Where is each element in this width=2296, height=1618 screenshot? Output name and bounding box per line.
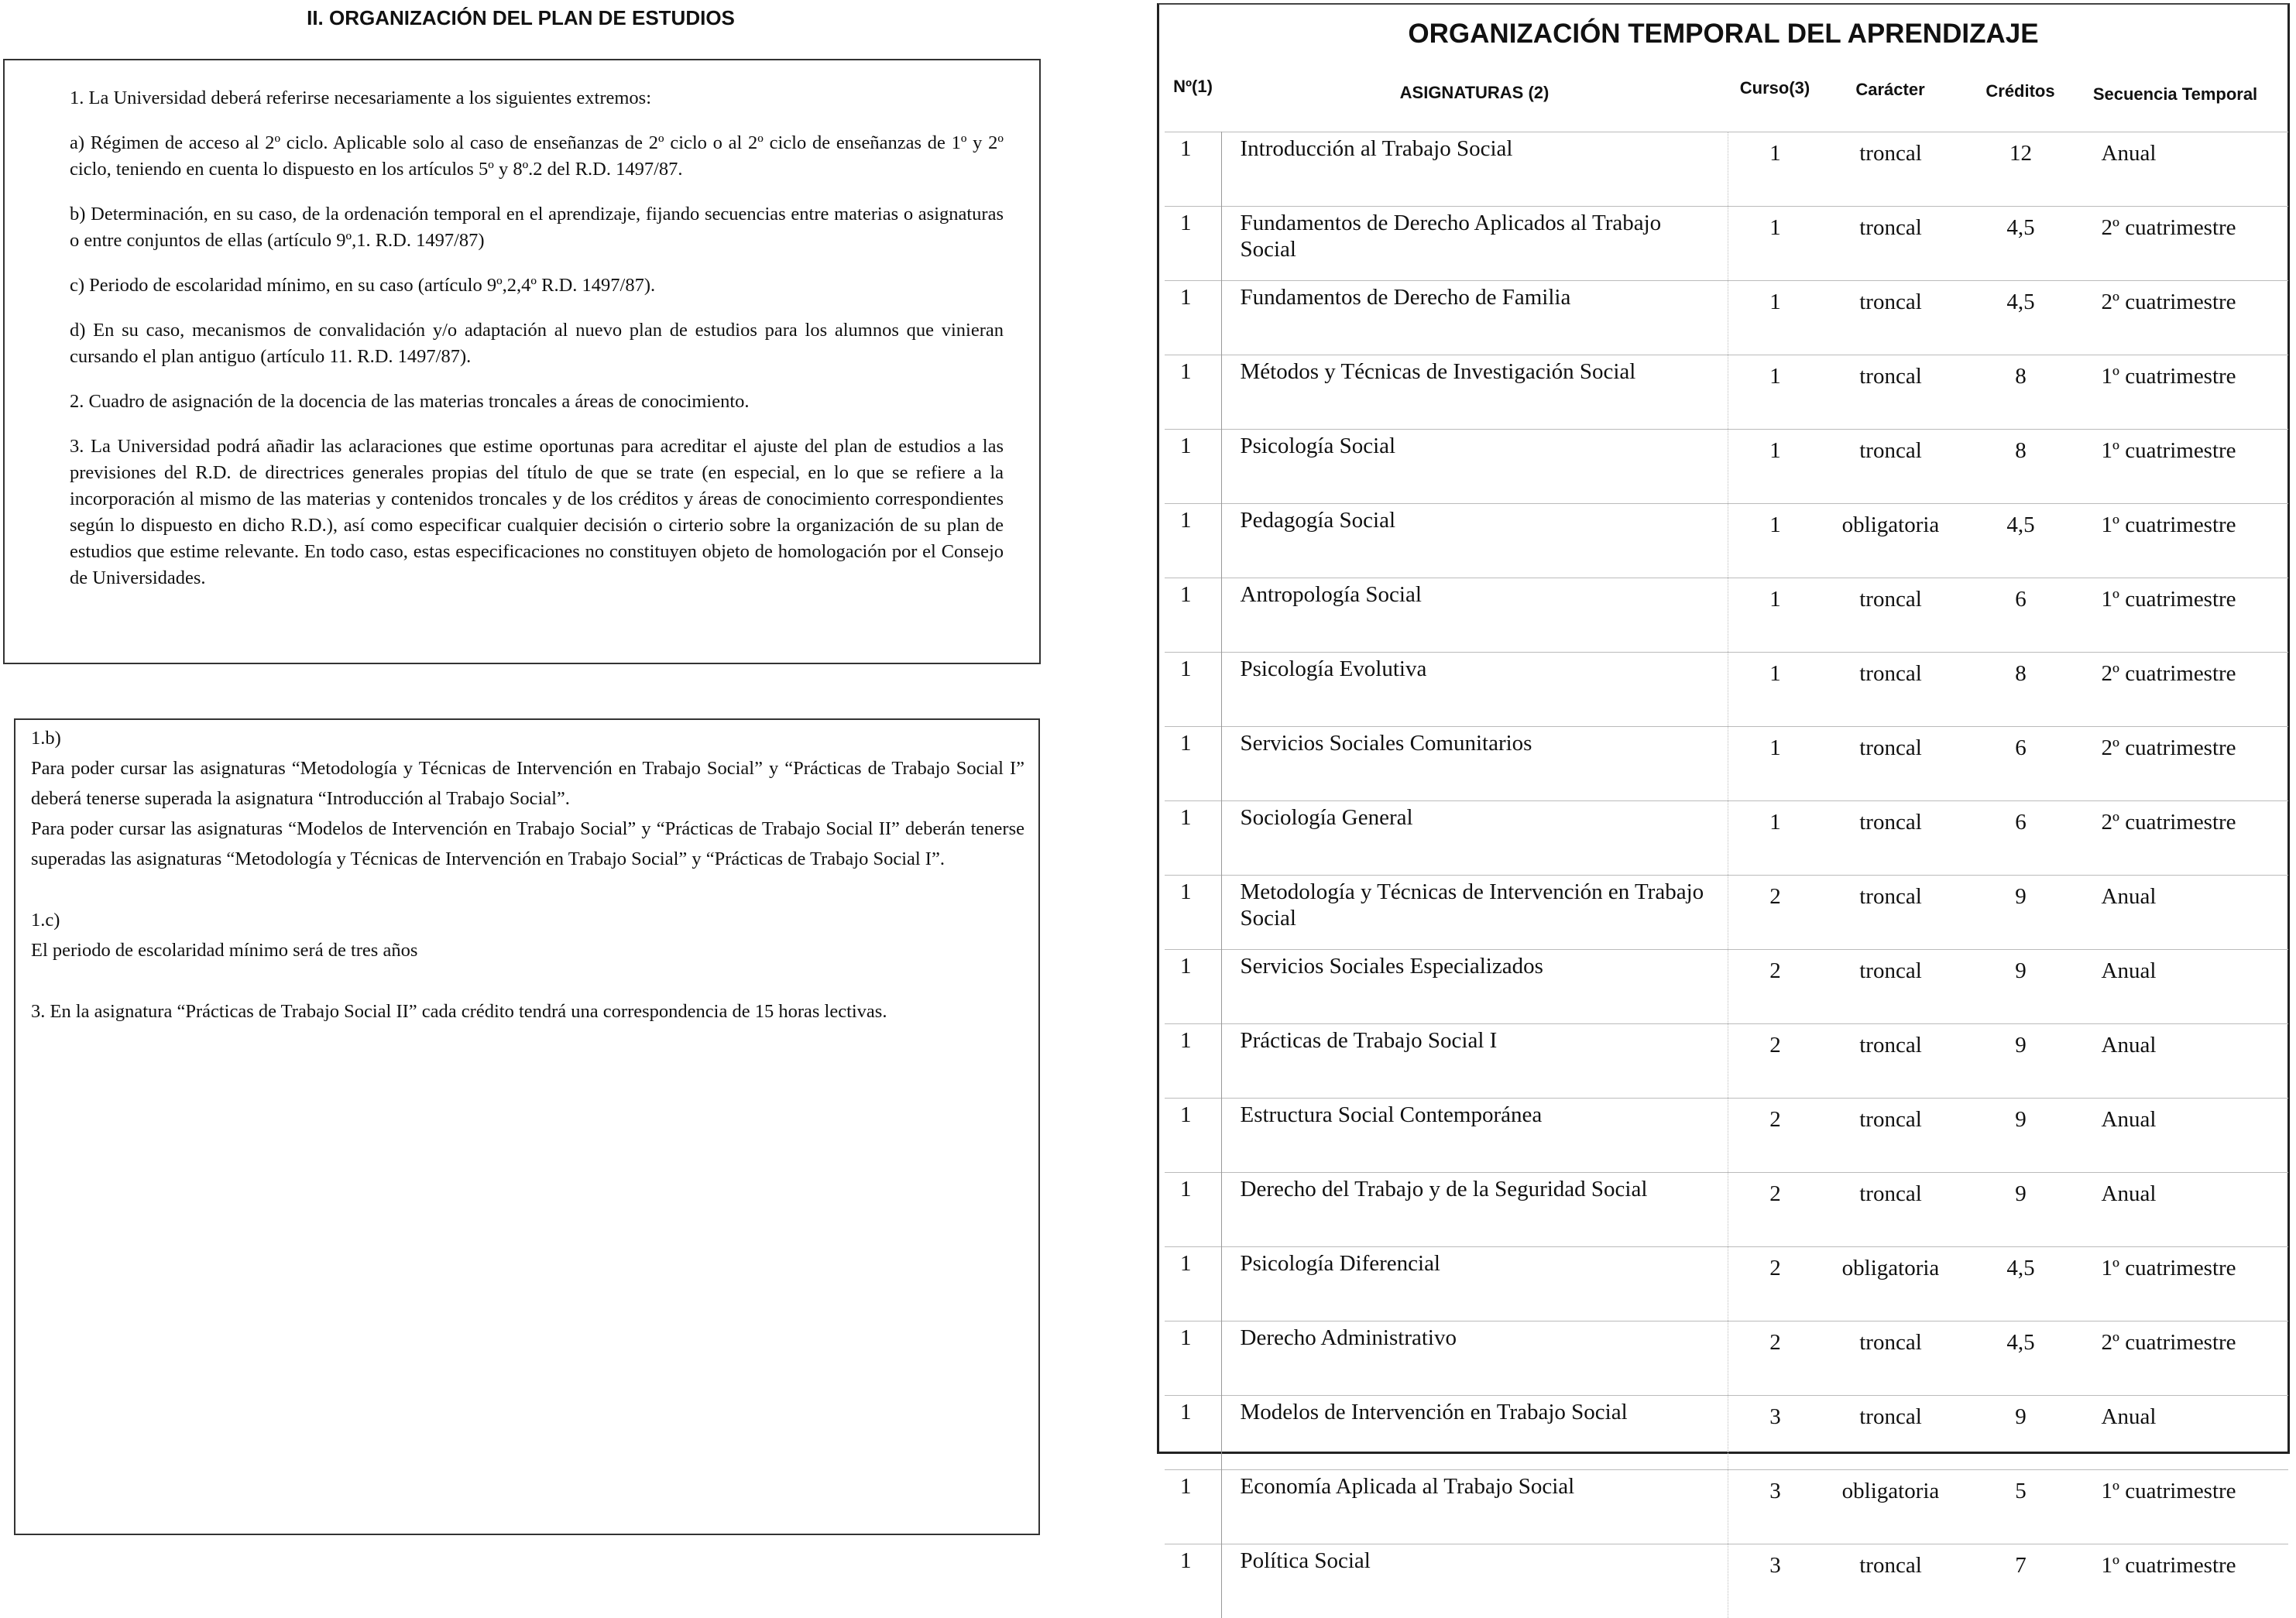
- table-row: [1165, 207, 2288, 281]
- course-type: troncal: [1823, 1099, 1959, 1173]
- header-creditos: Créditos: [1958, 81, 2082, 102]
- section-1b-text-1: Para poder cursar las asignaturas “Metodología y Técnicas de Intervención en Trabajo Social” y “Prácticas de Trabajo Social I” deberá tenerse superada la asignatura “Introducción al Trabajo Social”.: [31, 753, 1024, 814]
- table-row: [1165, 504, 2288, 578]
- table-row: [1165, 876, 2288, 950]
- row-number: 1: [1165, 950, 1221, 1024]
- course-year: 3: [1728, 1470, 1823, 1544]
- header-asignaturas: ASIGNATURAS (2): [1221, 82, 1728, 104]
- course-sequence: Anual: [2083, 1173, 2288, 1247]
- row-number: 1: [1165, 1470, 1221, 1544]
- instruction-b: b) Determinación, en su caso, de la ordenación temporal en el aprendizaje, fijando secuencias entre materias o asignaturas o entre conjuntos de ellas (artículo 9º,1. R.D. 1497/87): [70, 201, 1004, 254]
- course-name: Pedagogía Social: [1221, 504, 1728, 578]
- row-number: 1: [1165, 504, 1221, 578]
- course-name: Derecho Administrativo: [1221, 1321, 1728, 1396]
- course-year: 2: [1728, 1321, 1823, 1396]
- course-year: 2: [1728, 1099, 1823, 1173]
- row-number: 1: [1165, 801, 1221, 876]
- row-number: 1: [1165, 430, 1221, 504]
- course-type: troncal: [1823, 727, 1959, 801]
- course-credits: 5: [1959, 1470, 2083, 1544]
- row-number: 1: [1165, 281, 1221, 355]
- instruction-3: 3. La Universidad podrá añadir las aclaraciones que estime oportunas para acreditar el ajuste del plan de estudios a las previsiones del R.D. de directrices generales propias del título de que se trate (en especial, en lo que se refiere a la incorporación al mismo de las materias y contenidos troncales y de los créditos y áreas de conocimiento correspondientes según lo dispuesto en dicho R.D.), así como especificar cualquier decisión o cirterio sobre la organización de su plan de estudios que estime relevante. En todo caso, estas especificaciones no constituyen objeto de homologación por el Consejo de Universidades.: [70, 434, 1004, 591]
- row-number: 1: [1165, 1321, 1221, 1396]
- course-credits: 8: [1959, 430, 2083, 504]
- course-sequence: 2º cuatrimestre: [2083, 653, 2288, 727]
- table-row: [1165, 355, 2288, 430]
- course-credits: 8: [1959, 355, 2083, 430]
- table-row: [1165, 578, 2288, 653]
- course-credits: 4,5: [1959, 504, 2083, 578]
- course-year: 2: [1728, 1173, 1823, 1247]
- course-name: Servicios Sociales Especializados: [1221, 950, 1728, 1024]
- course-name: Introducción al Trabajo Social: [1221, 132, 1728, 207]
- course-name: Metodología y Técnicas de Intervención en Trabajo Social: [1221, 876, 1728, 950]
- course-year: 1: [1728, 801, 1823, 876]
- course-year: 2: [1728, 950, 1823, 1024]
- table-row: [1165, 1321, 2288, 1396]
- course-type: troncal: [1823, 1173, 1959, 1247]
- row-number: 1: [1165, 578, 1221, 653]
- course-type: troncal: [1823, 876, 1959, 950]
- row-number: 1: [1165, 653, 1221, 727]
- course-sequence: 1º cuatrimestre: [2083, 430, 2288, 504]
- instruction-d: d) En su caso, mecanismos de convalidación y/o adaptación al nuevo plan de estudios para los alumnos que vinieran cursando el plan antiguo (artículo 11. R.D. 1497/87).: [70, 317, 1004, 370]
- course-sequence: 2º cuatrimestre: [2083, 1321, 2288, 1396]
- left-page-title: II. ORGANIZACIÓN DEL PLAN DE ESTUDIOS: [0, 6, 1042, 30]
- course-sequence: Anual: [2083, 1396, 2288, 1470]
- course-sequence: Anual: [2083, 950, 2288, 1024]
- course-sequence: 1º cuatrimestre: [2083, 1247, 2288, 1321]
- course-type: troncal: [1823, 653, 1959, 727]
- course-name: Sociología General: [1221, 801, 1728, 876]
- course-name: Servicios Sociales Comunitarios: [1221, 727, 1728, 801]
- course-year: 1: [1728, 578, 1823, 653]
- row-number: 1: [1165, 1544, 1221, 1618]
- course-type: troncal: [1823, 950, 1959, 1024]
- course-type: troncal: [1823, 281, 1959, 355]
- course-sequence: Anual: [2083, 132, 2288, 207]
- table-row: [1165, 430, 2288, 504]
- course-year: 1: [1728, 653, 1823, 727]
- course-year: 2: [1728, 876, 1823, 950]
- course-credits: 12: [1959, 132, 2083, 207]
- course-year: 3: [1728, 1544, 1823, 1618]
- course-type: troncal: [1823, 578, 1959, 653]
- course-year: 2: [1728, 1024, 1823, 1099]
- course-sequence: 1º cuatrimestre: [2083, 355, 2288, 430]
- course-name: Fundamentos de Derecho Aplicados al Trabajo Social: [1221, 207, 1728, 281]
- instruction-c: c) Periodo de escolaridad mínimo, en su caso (artículo 9º,2,4º R.D. 1497/87).: [70, 273, 1004, 299]
- course-year: 1: [1728, 207, 1823, 281]
- course-type: troncal: [1823, 207, 1959, 281]
- table-row: [1165, 1173, 2288, 1247]
- course-sequence: Anual: [2083, 876, 2288, 950]
- course-credits: 4,5: [1959, 1321, 2083, 1396]
- course-credits: 9: [1959, 876, 2083, 950]
- course-year: 3: [1728, 1396, 1823, 1470]
- course-name: Modelos de Intervención en Trabajo Social: [1221, 1396, 1728, 1470]
- course-credits: 9: [1959, 950, 2083, 1024]
- row-number: 1: [1165, 132, 1221, 207]
- section-3-text: 3. En la asignatura “Prácticas de Trabajo Social II” cada crédito tendrá una correspondencia de 15 horas lectivas.: [31, 996, 1024, 1027]
- course-type: troncal: [1823, 1321, 1959, 1396]
- course-sequence: Anual: [2083, 1024, 2288, 1099]
- courses-table: [1165, 132, 2288, 1618]
- row-number: 1: [1165, 727, 1221, 801]
- course-credits: 8: [1959, 653, 2083, 727]
- table-row: [1165, 801, 2288, 876]
- course-year: 1: [1728, 132, 1823, 207]
- row-number: 1: [1165, 876, 1221, 950]
- course-credits: 9: [1959, 1173, 2083, 1247]
- instruction-2: 2. Cuadro de asignación de la docencia de las materias troncales a áreas de conocimiento.: [70, 389, 1004, 415]
- header-secuencia: Secuencia Temporal: [2082, 84, 2268, 105]
- course-name: Estructura Social Contemporánea: [1221, 1099, 1728, 1173]
- table-row: [1165, 950, 2288, 1024]
- course-credits: 4,5: [1959, 207, 2083, 281]
- section-1b-heading: 1.b): [31, 723, 1024, 753]
- course-name: Psicología Social: [1221, 430, 1728, 504]
- row-number: 1: [1165, 1024, 1221, 1099]
- row-number: 1: [1165, 1396, 1221, 1470]
- course-sequence: 2º cuatrimestre: [2083, 207, 2288, 281]
- section-1c-heading: 1.c): [31, 905, 1024, 935]
- instructions-box: [3, 59, 1041, 664]
- course-sequence: 1º cuatrimestre: [2083, 1470, 2288, 1544]
- course-credits: 6: [1959, 578, 2083, 653]
- course-type: troncal: [1823, 132, 1959, 207]
- course-type: troncal: [1823, 1024, 1959, 1099]
- row-number: 1: [1165, 1099, 1221, 1173]
- course-sequence: Anual: [2083, 1099, 2288, 1173]
- row-number: 1: [1165, 355, 1221, 430]
- course-type: obligatoria: [1823, 1470, 1959, 1544]
- course-name: Antropología Social: [1221, 578, 1728, 653]
- course-credits: 4,5: [1959, 1247, 2083, 1321]
- row-number: 1: [1165, 1173, 1221, 1247]
- course-sequence: 1º cuatrimestre: [2083, 504, 2288, 578]
- table-row: [1165, 281, 2288, 355]
- course-credits: 4,5: [1959, 281, 2083, 355]
- instruction-1: 1. La Universidad deberá referirse necesariamente a los siguientes extremos:: [70, 85, 1004, 111]
- course-name: Psicología Evolutiva: [1221, 653, 1728, 727]
- course-year: 1: [1728, 355, 1823, 430]
- course-year: 1: [1728, 727, 1823, 801]
- course-credits: 9: [1959, 1024, 2083, 1099]
- course-type: obligatoria: [1823, 504, 1959, 578]
- course-name: Psicología Diferencial: [1221, 1247, 1728, 1321]
- table-row: [1165, 132, 2288, 207]
- course-sequence: 2º cuatrimestre: [2083, 727, 2288, 801]
- course-name: Economía Aplicada al Trabajo Social: [1221, 1470, 1728, 1544]
- section-1b-text-2: Para poder cursar las asignaturas “Modelos de Intervención en Trabajo Social” y “Prácticas de Trabajo Social II” deberán tenerse superadas las asignaturas “Metodología y Técnicas de Intervención en Trabajo Social” y “Prácticas de Trabajo Social I”.: [31, 814, 1024, 874]
- course-credits: 6: [1959, 727, 2083, 801]
- schedule-title: ORGANIZACIÓN TEMPORAL DEL APRENDIZAJE: [1157, 19, 2290, 50]
- course-credits: 9: [1959, 1396, 2083, 1470]
- answers-box: [14, 718, 1040, 1535]
- course-name: Prácticas de Trabajo Social I: [1221, 1024, 1728, 1099]
- course-sequence: 2º cuatrimestre: [2083, 281, 2288, 355]
- course-year: 1: [1728, 281, 1823, 355]
- instruction-a: a) Régimen de acceso al 2º ciclo. Aplicable solo al caso de enseñanzas de 2º ciclo o al 2º ciclo de enseñanzas de 1º y 2º ciclo, teniendo en cuenta lo dispuesto en los artículos 5º y 8º.2 del R.D. 1497/87.: [70, 130, 1004, 183]
- course-type: troncal: [1823, 430, 1959, 504]
- header-curso: Curso(3): [1728, 77, 1822, 99]
- course-name: Fundamentos de Derecho de Familia: [1221, 281, 1728, 355]
- course-sequence: 1º cuatrimestre: [2083, 1544, 2288, 1618]
- course-type: troncal: [1823, 1544, 1959, 1618]
- course-sequence: 1º cuatrimestre: [2083, 578, 2288, 653]
- table-row: [1165, 727, 2288, 801]
- course-type: obligatoria: [1823, 1247, 1959, 1321]
- table-row: [1165, 1470, 2288, 1544]
- table-row: [1165, 1024, 2288, 1099]
- course-name: Derecho del Trabajo y de la Seguridad Social: [1221, 1173, 1728, 1247]
- course-sequence: 2º cuatrimestre: [2083, 801, 2288, 876]
- table-row: [1165, 653, 2288, 727]
- table-row: [1165, 1247, 2288, 1321]
- course-year: 1: [1728, 504, 1823, 578]
- row-number: 1: [1165, 1247, 1221, 1321]
- table-row: [1165, 1396, 2288, 1470]
- header-num: Nº(1): [1165, 76, 1221, 98]
- table-row: [1165, 1099, 2288, 1173]
- header-caracter: Carácter: [1822, 79, 1958, 101]
- course-year: 1: [1728, 430, 1823, 504]
- row-number: 1: [1165, 207, 1221, 281]
- section-1c-text: El periodo de escolaridad mínimo será de tres años: [31, 935, 1024, 965]
- course-type: troncal: [1823, 355, 1959, 430]
- course-type: troncal: [1823, 1396, 1959, 1470]
- course-name: Métodos y Técnicas de Investigación Social: [1221, 355, 1728, 430]
- course-year: 2: [1728, 1247, 1823, 1321]
- course-credits: 9: [1959, 1099, 2083, 1173]
- course-credits: 7: [1959, 1544, 2083, 1618]
- course-name: Política Social: [1221, 1544, 1728, 1618]
- table-row: [1165, 1544, 2288, 1618]
- course-credits: 6: [1959, 801, 2083, 876]
- course-type: troncal: [1823, 801, 1959, 876]
